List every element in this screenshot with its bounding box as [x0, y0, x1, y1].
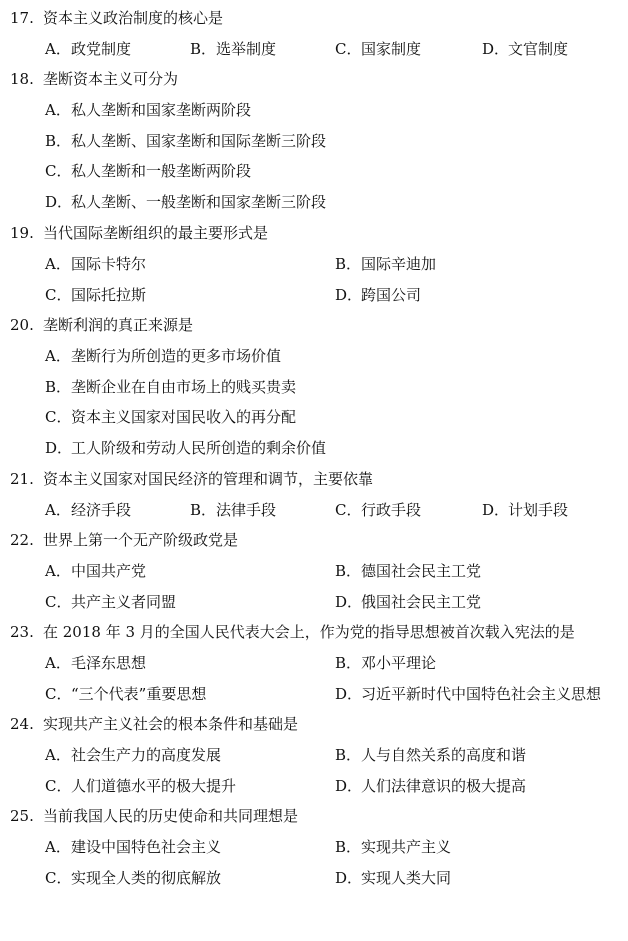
option-a — [45, 743, 221, 767]
question-number: 19. — [10, 224, 34, 242]
question-text: 垄断利润的真正来源是 — [43, 316, 194, 334]
option-d — [335, 283, 421, 307]
option-letter: C． — [335, 40, 362, 58]
option-a — [45, 37, 131, 61]
option-text: 人们道德水平的极大提升 — [71, 777, 237, 795]
question-stem — [10, 221, 268, 245]
question-stem — [10, 804, 298, 828]
option-d — [335, 866, 451, 890]
option-b — [45, 375, 296, 399]
option-letter: D． — [45, 193, 73, 211]
option-letter: A． — [45, 654, 71, 672]
option-c — [335, 498, 421, 522]
option-text: 德国社会民主工党 — [361, 562, 482, 580]
option-text: 人们法律意识的极大提高 — [361, 777, 527, 795]
option-letter: D． — [335, 286, 363, 304]
option-text: 共产主义者同盟 — [71, 593, 177, 611]
option-text: 毛泽东思想 — [71, 654, 147, 672]
question-stem — [10, 313, 193, 337]
option-letter: A． — [45, 101, 71, 119]
option-letter: D． — [335, 685, 363, 703]
option-letter: B． — [335, 562, 362, 580]
option-b — [335, 835, 451, 859]
option-text: 跨国公司 — [361, 286, 422, 304]
option-text: 私人垄断和国家垄断两阶段 — [71, 101, 252, 119]
option-c — [45, 159, 251, 183]
option-text: 经济手段 — [71, 501, 132, 519]
option-letter: D． — [482, 40, 510, 58]
option-text: “三个代表”重要思想 — [71, 685, 207, 703]
option-letter: C． — [45, 685, 72, 703]
option-letter: B． — [190, 501, 217, 519]
option-letter: B． — [335, 255, 362, 273]
option-b — [190, 498, 276, 522]
option-a — [45, 252, 146, 276]
option-d — [45, 190, 326, 214]
option-text: 工人阶级和劳动人民所创造的剩余价值 — [71, 439, 327, 457]
option-letter: D． — [45, 439, 73, 457]
option-c — [45, 590, 176, 614]
question-number: 23. — [10, 623, 34, 641]
option-letter: B． — [45, 378, 72, 396]
question-number: 18. — [10, 70, 34, 88]
question-stem — [10, 67, 178, 91]
option-text: 国际托拉斯 — [71, 286, 147, 304]
option-letter: A． — [45, 501, 71, 519]
question-number: 24. — [10, 715, 34, 733]
option-b — [335, 743, 526, 767]
question-number: 20. — [10, 316, 34, 334]
option-text: 垄断企业在自由市场上的贱买贵卖 — [71, 378, 297, 396]
option-letter: D． — [335, 777, 363, 795]
option-text: 俄国社会民主工党 — [361, 593, 482, 611]
question-text: 资本主义国家对国民经济的管理和调节，主要依靠 — [43, 470, 374, 488]
option-text: 文官制度 — [508, 40, 569, 58]
option-a — [45, 835, 221, 859]
question-number: 22. — [10, 531, 34, 549]
option-text: 国家制度 — [361, 40, 422, 58]
option-c — [45, 682, 206, 706]
question-stem — [10, 6, 223, 30]
option-letter: D． — [335, 869, 363, 887]
option-text: 私人垄断、国家垄断和国际垄断三阶段 — [71, 132, 327, 150]
option-b — [190, 37, 276, 61]
option-letter: A． — [45, 562, 71, 580]
option-text: 政党制度 — [71, 40, 132, 58]
option-text: 行政手段 — [361, 501, 422, 519]
option-text: 社会生产力的高度发展 — [71, 746, 222, 764]
option-text: 人与自然关系的高度和谐 — [361, 746, 527, 764]
option-letter: C． — [45, 162, 72, 180]
option-d — [45, 436, 326, 460]
option-c — [45, 774, 236, 798]
option-letter: A． — [45, 255, 71, 273]
question-number: 25. — [10, 807, 34, 825]
option-text: 私人垄断和一般垄断两阶段 — [71, 162, 252, 180]
option-text: 建设中国特色社会主义 — [71, 838, 222, 856]
option-b — [45, 129, 326, 153]
option-letter: C． — [335, 501, 362, 519]
option-d — [482, 498, 568, 522]
option-text: 邓小平理论 — [361, 654, 437, 672]
option-letter: B． — [335, 654, 362, 672]
option-text: 法律手段 — [216, 501, 277, 519]
question-stem — [10, 620, 575, 644]
option-text: 实现共产主义 — [361, 838, 452, 856]
option-text: 资本主义国家对国民收入的再分配 — [71, 408, 297, 426]
option-a — [45, 98, 251, 122]
option-text: 习近平新时代中国特色社会主义思想 — [361, 685, 602, 703]
question-text: 垄断资本主义可分为 — [43, 70, 179, 88]
option-b — [335, 559, 481, 583]
option-d — [335, 682, 601, 706]
option-text: 计划手段 — [508, 501, 569, 519]
question-text: 当代国际垄断组织的最主要形式是 — [43, 224, 269, 242]
question-text: 在 2018 年 3 月的全国人民代表大会上，作为党的指导思想被首次载入宪法的是 — [43, 623, 575, 641]
option-c — [45, 283, 146, 307]
option-letter: A． — [45, 40, 71, 58]
option-text: 选举制度 — [216, 40, 277, 58]
option-letter: C． — [45, 777, 72, 795]
question-number: 21. — [10, 470, 34, 488]
question-number: 17. — [10, 9, 34, 27]
option-letter: B． — [45, 132, 72, 150]
option-text: 国际辛迪加 — [361, 255, 437, 273]
option-letter: A． — [45, 838, 71, 856]
option-text: 垄断行为所创造的更多市场价值 — [71, 347, 282, 365]
option-c — [45, 405, 296, 429]
question-stem — [10, 528, 238, 552]
option-b — [335, 252, 436, 276]
option-a — [45, 344, 281, 368]
option-text: 私人垄断、一般垄断和国家垄断三阶段 — [71, 193, 327, 211]
option-text: 实现全人类的彻底解放 — [71, 869, 222, 887]
question-text: 资本主义政治制度的核心是 — [43, 9, 224, 27]
option-d — [335, 590, 481, 614]
option-b — [335, 651, 436, 675]
option-a — [45, 498, 131, 522]
option-c — [335, 37, 421, 61]
option-letter: B． — [335, 838, 362, 856]
question-text: 当前我国人民的历史使命和共同理想是 — [43, 807, 299, 825]
option-a — [45, 651, 146, 675]
question-stem — [10, 712, 298, 736]
question-text: 实现共产主义社会的根本条件和基础是 — [43, 715, 299, 733]
option-letter: C． — [45, 286, 72, 304]
option-letter: D． — [482, 501, 510, 519]
option-c — [45, 866, 221, 890]
option-letter: B． — [190, 40, 217, 58]
option-d — [335, 774, 526, 798]
option-letter: C． — [45, 869, 72, 887]
option-text: 实现人类大同 — [361, 869, 452, 887]
option-letter: C． — [45, 408, 72, 426]
option-letter: C． — [45, 593, 72, 611]
option-letter: D． — [335, 593, 363, 611]
question-stem — [10, 467, 373, 491]
option-d — [482, 37, 568, 61]
option-letter: A． — [45, 347, 71, 365]
option-letter: A． — [45, 746, 71, 764]
option-text: 中国共产党 — [71, 562, 147, 580]
option-text: 国际卡特尔 — [71, 255, 147, 273]
option-a — [45, 559, 146, 583]
option-letter: B． — [335, 746, 362, 764]
question-text: 世界上第一个无产阶级政党是 — [43, 531, 239, 549]
